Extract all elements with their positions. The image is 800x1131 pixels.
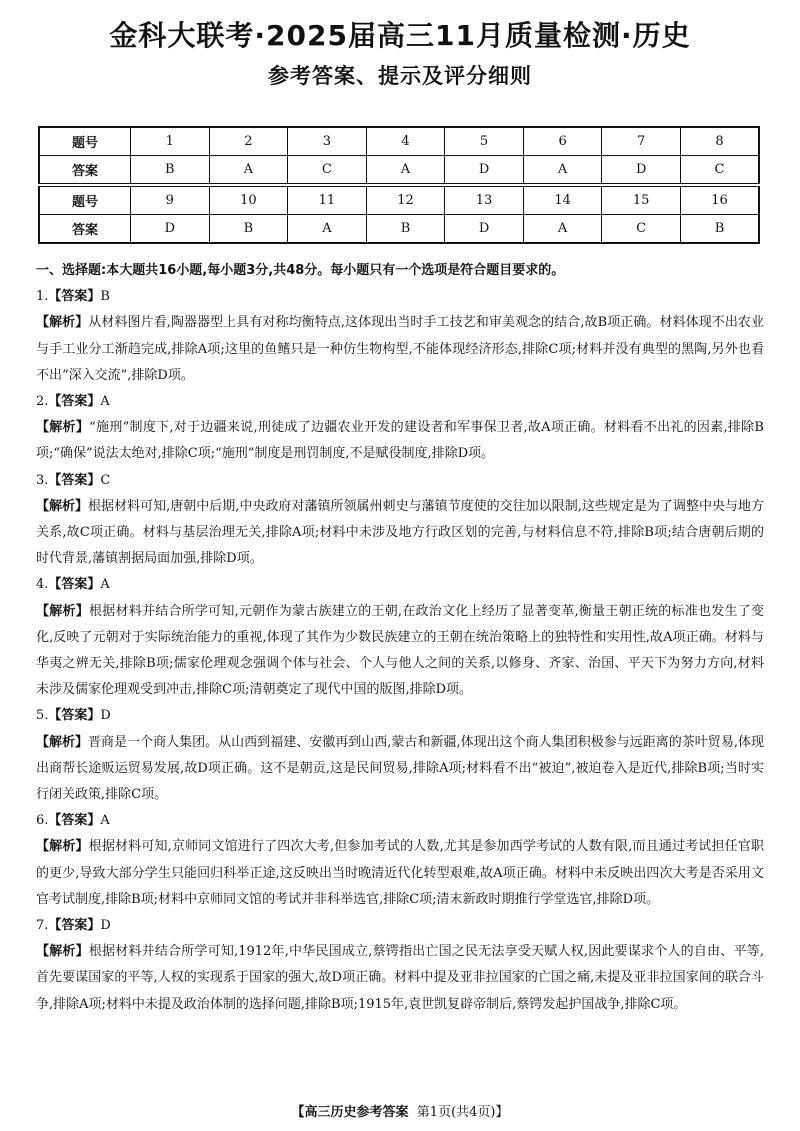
- analysis-label: 【解析】: [36, 603, 89, 619]
- row-label-answer: 答案: [39, 156, 131, 186]
- analysis-label: 【解析】: [36, 944, 89, 960]
- analysis-text: 根据材料并结合所学可知,元朝作为蒙古族建立的王朝,在政治文化上经历了显著变革,衡量王朝正统的标准也发生了变化,反映了元朝对于实际统治能力的重视,体现了其作为少数民族建立的王朝在统治策略上的独特性和实用性,故A项正确。材料与华夷之辨无关,排除B项;儒家伦理观念强调个体与社会、个人与他人之间的关系,以修身、齐家、治国、平天下为努力方向,材料未涉及儒家伦理观受到冲击,排除C项;清朝奠定了现代中国的版图,排除D项。: [36, 603, 764, 698]
- analysis-text: 根据材料可知,唐朝中后期,中央政府对藩镇所领属州刺史与藩镇节度使的交往加以限制,这些规定是为了调整中央与地方关系,故C项正确。材料与基层治理无关,排除A项;材料中未涉及地方行政区划的完善,与材料信息不符,排除B项;结合唐朝后期的时代背景,藩镇割据局面加强,排除D项。: [36, 498, 764, 567]
- row-label-answer: 答案: [39, 215, 131, 244]
- table-cell: D: [131, 215, 210, 244]
- question-answer-line: [36, 468, 764, 494]
- answer-value: D: [100, 918, 111, 934]
- page-footer: [0, 1101, 800, 1120]
- analysis-label: 【解析】: [36, 498, 89, 514]
- table-cell: 5: [445, 127, 524, 156]
- analysis-text: 根据材料可知,京师同文馆进行了四次大考,但参加考试的人数,尤其是参加西学考试的人数有限,而且通过考试担任官职的更少,导致大部分学生只能回归科举正途,这反映出当时晚清近代化转型艰难,故A项正确。材料中未反映出四次大考是否采用文官考试制度,排除B项;材料中京师同文馆的考试并非科举选官,排除C项;清末新政时期推行学堂选官,排除D项。: [36, 839, 764, 907]
- table-row-answers-1: [39, 156, 759, 186]
- section-heading: 一、选择题:本大题共16小题,每小题3分,共48分。每小题只有一个选项是符合题目要求的。: [36, 263, 565, 278]
- table-cell: A: [523, 156, 602, 186]
- table-cell: C: [680, 156, 759, 186]
- answer-label: 【答案】: [48, 289, 101, 305]
- analysis-label: 【解析】: [36, 315, 89, 331]
- question-number: 7.: [36, 918, 49, 934]
- analysis-paragraph: [36, 310, 764, 389]
- table-cell: A: [288, 215, 367, 244]
- question-number: 4.: [36, 577, 49, 593]
- footer-page: 第1页(共4页)】: [416, 1105, 509, 1120]
- question-number: 2.: [36, 394, 49, 410]
- answer-table: [38, 126, 760, 244]
- question-answer-line: [36, 572, 764, 598]
- table-cell: 1: [131, 127, 210, 156]
- table-cell: 6: [523, 127, 602, 156]
- document-subtitle: 参考答案、提示及评分细则: [268, 64, 532, 88]
- question-answer-line: [36, 913, 764, 939]
- analysis-text: 根据材料并结合所学可知,1912年,中华民国成立,蔡锷指出亡国之民无法享受天赋人权,因此要谋求个人的自由、平等,首先要谋国家的平等,人权的实现系于国家的强大,故D项正确。材料中提及亚非拉国家的亡国之痛,未提及亚非拉国家间的联合斗争,排除A项;材料中未提及政治体制的选择问题,排除B项;1915年,袁世凯复辟帝制后,蔡锷发起护国战争,排除C项。: [36, 944, 764, 1012]
- table-cell: 2: [209, 127, 288, 156]
- table-cell: A: [366, 156, 445, 186]
- question-number: 6.: [36, 813, 49, 829]
- question-number: 5.: [36, 708, 49, 724]
- table-cell: C: [602, 215, 681, 244]
- analysis-text: “施刑”制度下,对于边疆来说,刑徒成了边疆农业开发的建设者和军事保卫者,故A项正确。材料看不出礼的因素,排除B项;“确保”说法太绝对,排除C项;“施刑”制度是刑罚制度,不是赋役制度,排除D项。: [36, 420, 764, 462]
- table-cell: B: [680, 215, 759, 244]
- answer-label: 【答案】: [48, 708, 101, 724]
- table-cell: D: [602, 156, 681, 186]
- analysis-paragraph: [36, 730, 764, 809]
- table-cell: D: [445, 156, 524, 186]
- row-label-number: 题号: [39, 185, 131, 215]
- answer-value: B: [100, 289, 110, 305]
- table-cell: 4: [366, 127, 445, 156]
- answer-label: 【答案】: [48, 394, 101, 410]
- table-cell: 9: [131, 185, 210, 215]
- table-cell: A: [523, 215, 602, 244]
- table-cell: B: [209, 215, 288, 244]
- answer-label: 【答案】: [48, 577, 101, 593]
- table-cell: 14: [523, 185, 602, 215]
- analysis-paragraph: [36, 939, 764, 1018]
- answer-value: D: [100, 708, 111, 724]
- table-cell: 10: [209, 185, 288, 215]
- table-cell: 12: [366, 185, 445, 215]
- table-cell: 8: [680, 127, 759, 156]
- table-cell: A: [209, 156, 288, 186]
- table-cell: 15: [602, 185, 681, 215]
- question-number: 1.: [36, 289, 49, 305]
- table-cell: 13: [445, 185, 524, 215]
- question-answer-line: [36, 284, 764, 310]
- analysis-label: 【解析】: [36, 420, 90, 436]
- table-cell: C: [288, 156, 367, 186]
- question-answer-line: [36, 808, 764, 834]
- table-row-numbers-1: [39, 127, 759, 156]
- table-cell: 11: [288, 185, 367, 215]
- table-cell: 3: [288, 127, 367, 156]
- analysis-paragraph: [36, 494, 764, 573]
- table-cell: 7: [602, 127, 681, 156]
- analysis-text: 从材料图片看,陶器器型上具有对称均衡特点,这体现出当时手工技艺和审美观念的结合,故B项正确。材料体现不出农业与手工业分工渐趋完成,排除A项;这里的鱼鳍只是一种仿生物构型,不能体现经济形态,排除C项;材料并没有典型的黑陶,另外也看不出“深入交流”,排除D项。: [36, 315, 764, 383]
- answer-label: 【答案】: [48, 813, 101, 829]
- analysis-paragraph: [36, 834, 764, 913]
- row-label-number: 题号: [39, 127, 131, 156]
- analysis-paragraph: [36, 599, 764, 704]
- table-cell: D: [445, 215, 524, 244]
- analysis-label: 【解析】: [36, 839, 89, 855]
- table-row-answers-2: [39, 215, 759, 244]
- answer-value: C: [100, 472, 111, 488]
- footer-label: 【高三历史参考答案: [291, 1105, 409, 1120]
- table-cell: B: [366, 215, 445, 244]
- answer-value: A: [100, 394, 110, 410]
- analysis-paragraph: [36, 415, 764, 467]
- answer-label: 【答案】: [48, 472, 101, 488]
- answer-value: A: [100, 813, 110, 829]
- table-cell: 16: [680, 185, 759, 215]
- question-answer-line: [36, 703, 764, 729]
- question-answer-line: [36, 389, 764, 415]
- question-number: 3.: [36, 472, 49, 488]
- table-cell: B: [131, 156, 210, 186]
- analysis-label: 【解析】: [36, 734, 89, 750]
- answer-value: A: [100, 577, 110, 593]
- table-row-numbers-2: [39, 185, 759, 215]
- analysis-text: 晋商是一个商人集团。从山西到福建、安徽再到山西,蒙古和新疆,体现出这个商人集团积极参与远距离的茶叶贸易,体现出商帮长途贩运贸易发展,故D项正确。这不是朝贡,这是民间贸易,排除A项;材料看不出“被迫”,被迫卷入是近代,排除B项;当时实行闭关政策,排除C项。: [36, 734, 764, 803]
- answer-explanations: [36, 258, 764, 1018]
- document-title: 金科大联考·2025届高三11月质量检测·历史: [109, 19, 691, 52]
- answer-label: 【答案】: [48, 918, 101, 934]
